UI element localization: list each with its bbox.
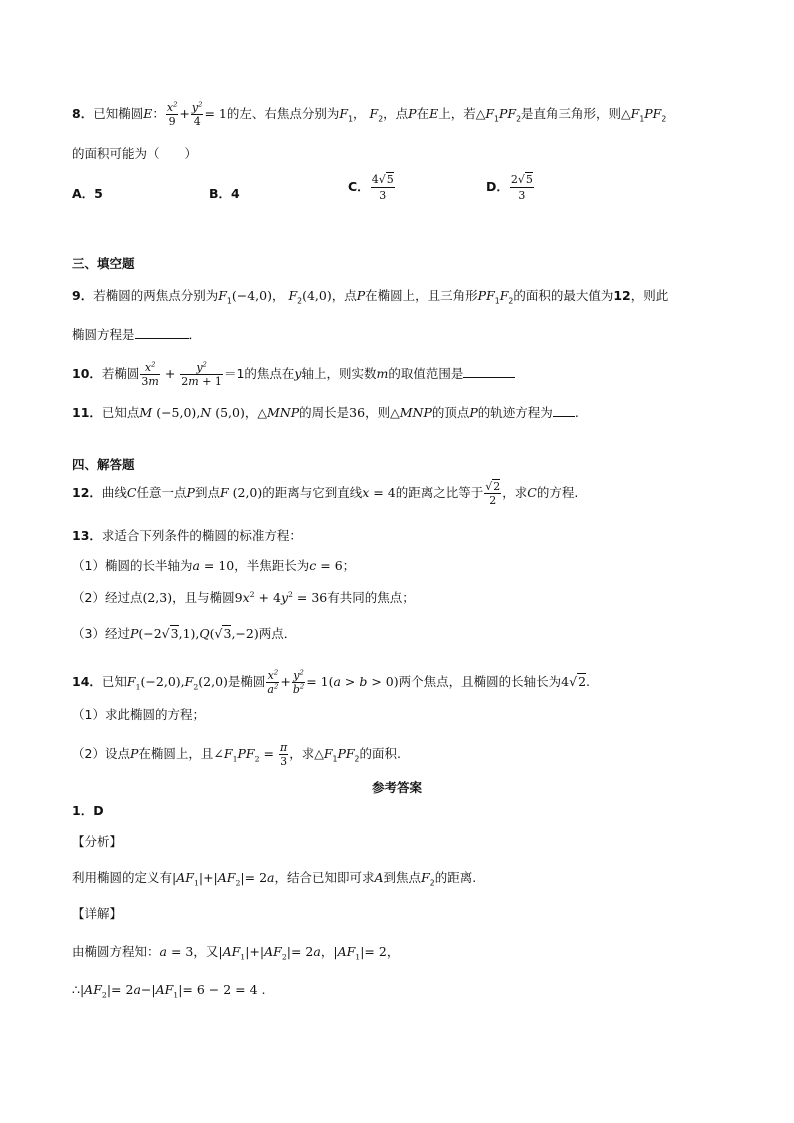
- math: E: [143, 106, 153, 121]
- answer-text: 利用椭圆的定义有: [72, 870, 173, 885]
- question-11: 11．已知点M (−5,0),N (5,0)，△MNP的周长是36，则△MNP的顶点P的轨迹方程为 .: [72, 405, 579, 420]
- answer-blank: [135, 328, 189, 339]
- question-text: 在椭圆上，且: [138, 746, 214, 761]
- fraction: $\frac{y^2}{2m + 1}$: [181, 360, 222, 388]
- question-text: 到点: [194, 485, 220, 500]
- question-text: 已知点: [101, 405, 140, 420]
- question-8: 8．已知椭圆E： $\frac{x^2}{9}$ + $\frac{y^2}{4}$ = 1的左、右焦点分别为$F_1$， $F_2$，点P在E上，若$\triangle F_1PF_2$是直角三角形，则$\triangle F_1PF_2$: [72, 100, 667, 128]
- question-text: 上，若: [438, 106, 476, 121]
- question-13-part2: （2）经过点(2,3)，且与椭圆$9x^2 + 4y^2 = 36$有共同的焦点；: [72, 589, 415, 605]
- section-heading: 四、解答题: [72, 457, 135, 472]
- question-text: 若椭圆: [101, 366, 140, 381]
- question-text: 椭圆方程是: [72, 327, 135, 342]
- fraction: $\frac{√2}{2}$: [485, 480, 501, 507]
- question-text: ，求: [502, 485, 528, 500]
- question-text: ，半焦距长为: [234, 558, 310, 573]
- punctuation: .: [574, 405, 579, 420]
- question-number: 8．: [72, 106, 94, 121]
- detail-heading: 【详解】: [72, 906, 123, 921]
- answer-text: 的距离.: [434, 870, 477, 885]
- question-number: 13．: [72, 528, 102, 543]
- answer-text: 到焦点: [383, 870, 422, 885]
- question-text: 已知椭圆: [93, 106, 144, 121]
- value: 12: [613, 288, 631, 303]
- numerator: 4: [371, 173, 379, 186]
- fraction: $\frac{x^2}{9}$: [166, 100, 178, 128]
- question-text: 的距离与它到直线: [262, 485, 363, 500]
- question-14: 14．已知$F_1(-2,0),F_2(2,0)$是椭圆 $\frac{x^2}{a^2}$ + $\frac{y^2}{b^2}$ = 1(a > b > 0)两个焦点，且椭圆的长轴长为4√2.: [72, 668, 590, 696]
- question-text: （1）椭圆的长半轴为: [72, 558, 193, 573]
- question-text: 有共同的焦点；: [327, 590, 415, 605]
- question-number: 12．: [72, 485, 102, 500]
- question-text: 轴上，则实数: [301, 366, 377, 381]
- question-text: 的周长是: [299, 405, 350, 420]
- answer-text: ，: [386, 944, 400, 959]
- question-text: ；: [342, 558, 356, 573]
- fraction: $\frac{\pi}{3}$: [279, 741, 288, 768]
- question-text: 求适合下列条件的椭圆的标准方程：: [101, 528, 302, 543]
- question-number: 9．: [72, 288, 94, 303]
- question-text: 的面积的最大值为: [513, 288, 614, 303]
- fraction: $\frac{y^2}{b^2}$: [292, 668, 305, 696]
- question-text: 两个焦点，且椭圆的长轴长为: [398, 674, 562, 689]
- question-text: 是直角三角形，则: [521, 106, 622, 121]
- option-label: C．: [348, 179, 370, 194]
- option-label: D．: [486, 179, 509, 194]
- question-13: [72, 530, 302, 543]
- question-text: 是椭圆: [227, 674, 266, 689]
- question-text: 任意一点: [136, 485, 187, 500]
- radicand: 5: [386, 173, 394, 186]
- question-text: （3）经过: [72, 626, 130, 641]
- fraction: $\frac{2√5}{3}$: [510, 173, 533, 202]
- question-text: ，点: [383, 106, 409, 121]
- question-9: 9．若椭圆的两焦点分别为$F_1(-4,0)$， $F_2(4,0)$，点P在椭圆上，且三角形$PF_1F_2$的面积的最大值为12，则此: [72, 288, 669, 306]
- denominator: 3: [510, 187, 534, 202]
- option-a: A．5: [72, 186, 103, 201]
- question-13-part3: （3）经过P(−2√3,1),Q(√3,−2)两点．: [72, 626, 297, 641]
- question-text: 两点．: [258, 626, 297, 641]
- question-text: 若椭圆的两焦点分别为: [93, 288, 219, 303]
- option-d: [486, 173, 535, 202]
- radicand: 5: [525, 173, 533, 186]
- question-13-part1: （1）椭圆的长半轴为a = 10，半焦距长为c = 6；: [72, 558, 356, 573]
- numerator: 2: [510, 173, 518, 186]
- fraction: $\frac{x^2}{a^2}$: [267, 668, 279, 696]
- question-12: 12．曲线C任意一点P到点F (2,0)的距离与它到直线x = 4的距离之比等于 $\frac{√2}{2}$ ，求C的方程.: [72, 480, 579, 507]
- question-text: 已知: [101, 674, 127, 689]
- question-text: 的取值范围是: [388, 366, 464, 381]
- fraction: $\frac{4√5}{3}$: [371, 173, 394, 202]
- question-text: 在椭圆上，且三角形: [365, 288, 478, 303]
- answer-text: 由椭圆方程知：: [72, 944, 160, 959]
- fraction: $\frac{x^2}{3m}$: [141, 360, 159, 388]
- section-heading: 三、填空题: [72, 256, 135, 271]
- question-text: （2）经过点: [72, 590, 143, 605]
- question-text: 的方程.: [536, 485, 579, 500]
- option-c: [348, 173, 396, 202]
- punctuation: ．: [188, 327, 202, 342]
- answer-text: ，: [320, 944, 334, 959]
- question-text: （2）设点: [72, 746, 130, 761]
- option-b: B．4: [209, 186, 240, 201]
- denominator: 3: [371, 187, 395, 202]
- math: F: [339, 106, 349, 121]
- question-text: 在: [416, 106, 430, 121]
- question-text: ，且与椭圆: [172, 590, 235, 605]
- question-text: ，求: [289, 746, 315, 761]
- answer-blank: [553, 406, 575, 417]
- question-text: ＝1的焦点在: [223, 366, 295, 381]
- question-text: ，点: [331, 288, 357, 303]
- question-text: ，则此: [630, 288, 669, 303]
- detail-line-2: $\therefore|AF_2|= 2a-|AF_1|= 6 - 2 = 4$ .: [72, 982, 266, 1000]
- punctuation: .: [586, 674, 590, 689]
- question-14-part1: （1）求此椭圆的方程；: [72, 707, 205, 722]
- question-text: 的轨迹方程为: [477, 405, 553, 420]
- answers-title: 参考答案: [371, 780, 422, 795]
- fraction: $\frac{y^2}{4}$: [191, 100, 203, 128]
- question-14-part2: （2）设点P在椭圆上，且$\angle F_1PF_2$ = $\frac{\pi}{3}$ ，求$\triangle F_1PF_2$的面积.: [72, 741, 401, 768]
- question-10: 10．若椭圆 $\frac{x^2}{3m}$ + $\frac{y^2}{2m + 1}$ ＝1的焦点在y轴上，则实数m的取值范围是: [72, 362, 515, 387]
- answer-blank: [463, 367, 515, 378]
- question-text: 的顶点: [431, 405, 470, 420]
- answer-1: 1．D: [72, 803, 104, 818]
- detail-line-1: 由椭圆方程知：a = 3，又$|AF_1|+|AF_2|= 2a$，$|AF_1|= 2$，: [72, 944, 400, 962]
- question-text: 曲线: [101, 485, 127, 500]
- analysis-text: 利用椭圆的定义有$|AF_1|+|AF_2|= 2a$，结合已知即可求A到焦点$F_2$的距离.: [72, 870, 477, 888]
- question-text: 的面积.: [359, 746, 401, 761]
- question-8-line2: 的面积可能为（ ）: [72, 146, 198, 161]
- analysis-heading: 【分析】: [72, 834, 123, 849]
- question-number: 14．: [72, 674, 102, 689]
- question-9-line2: [72, 328, 201, 342]
- question-text: ，则: [365, 405, 391, 420]
- answer-text: ，又: [193, 944, 219, 959]
- question-number: 10．: [72, 366, 102, 381]
- question-number: 11．: [72, 405, 102, 420]
- question-text: 的距离之比等于: [395, 485, 484, 500]
- answer-text: ，结合已知即可求: [274, 870, 375, 885]
- question-text: ，: [244, 405, 258, 420]
- question-text: 的左、右焦点分别为: [226, 106, 340, 121]
